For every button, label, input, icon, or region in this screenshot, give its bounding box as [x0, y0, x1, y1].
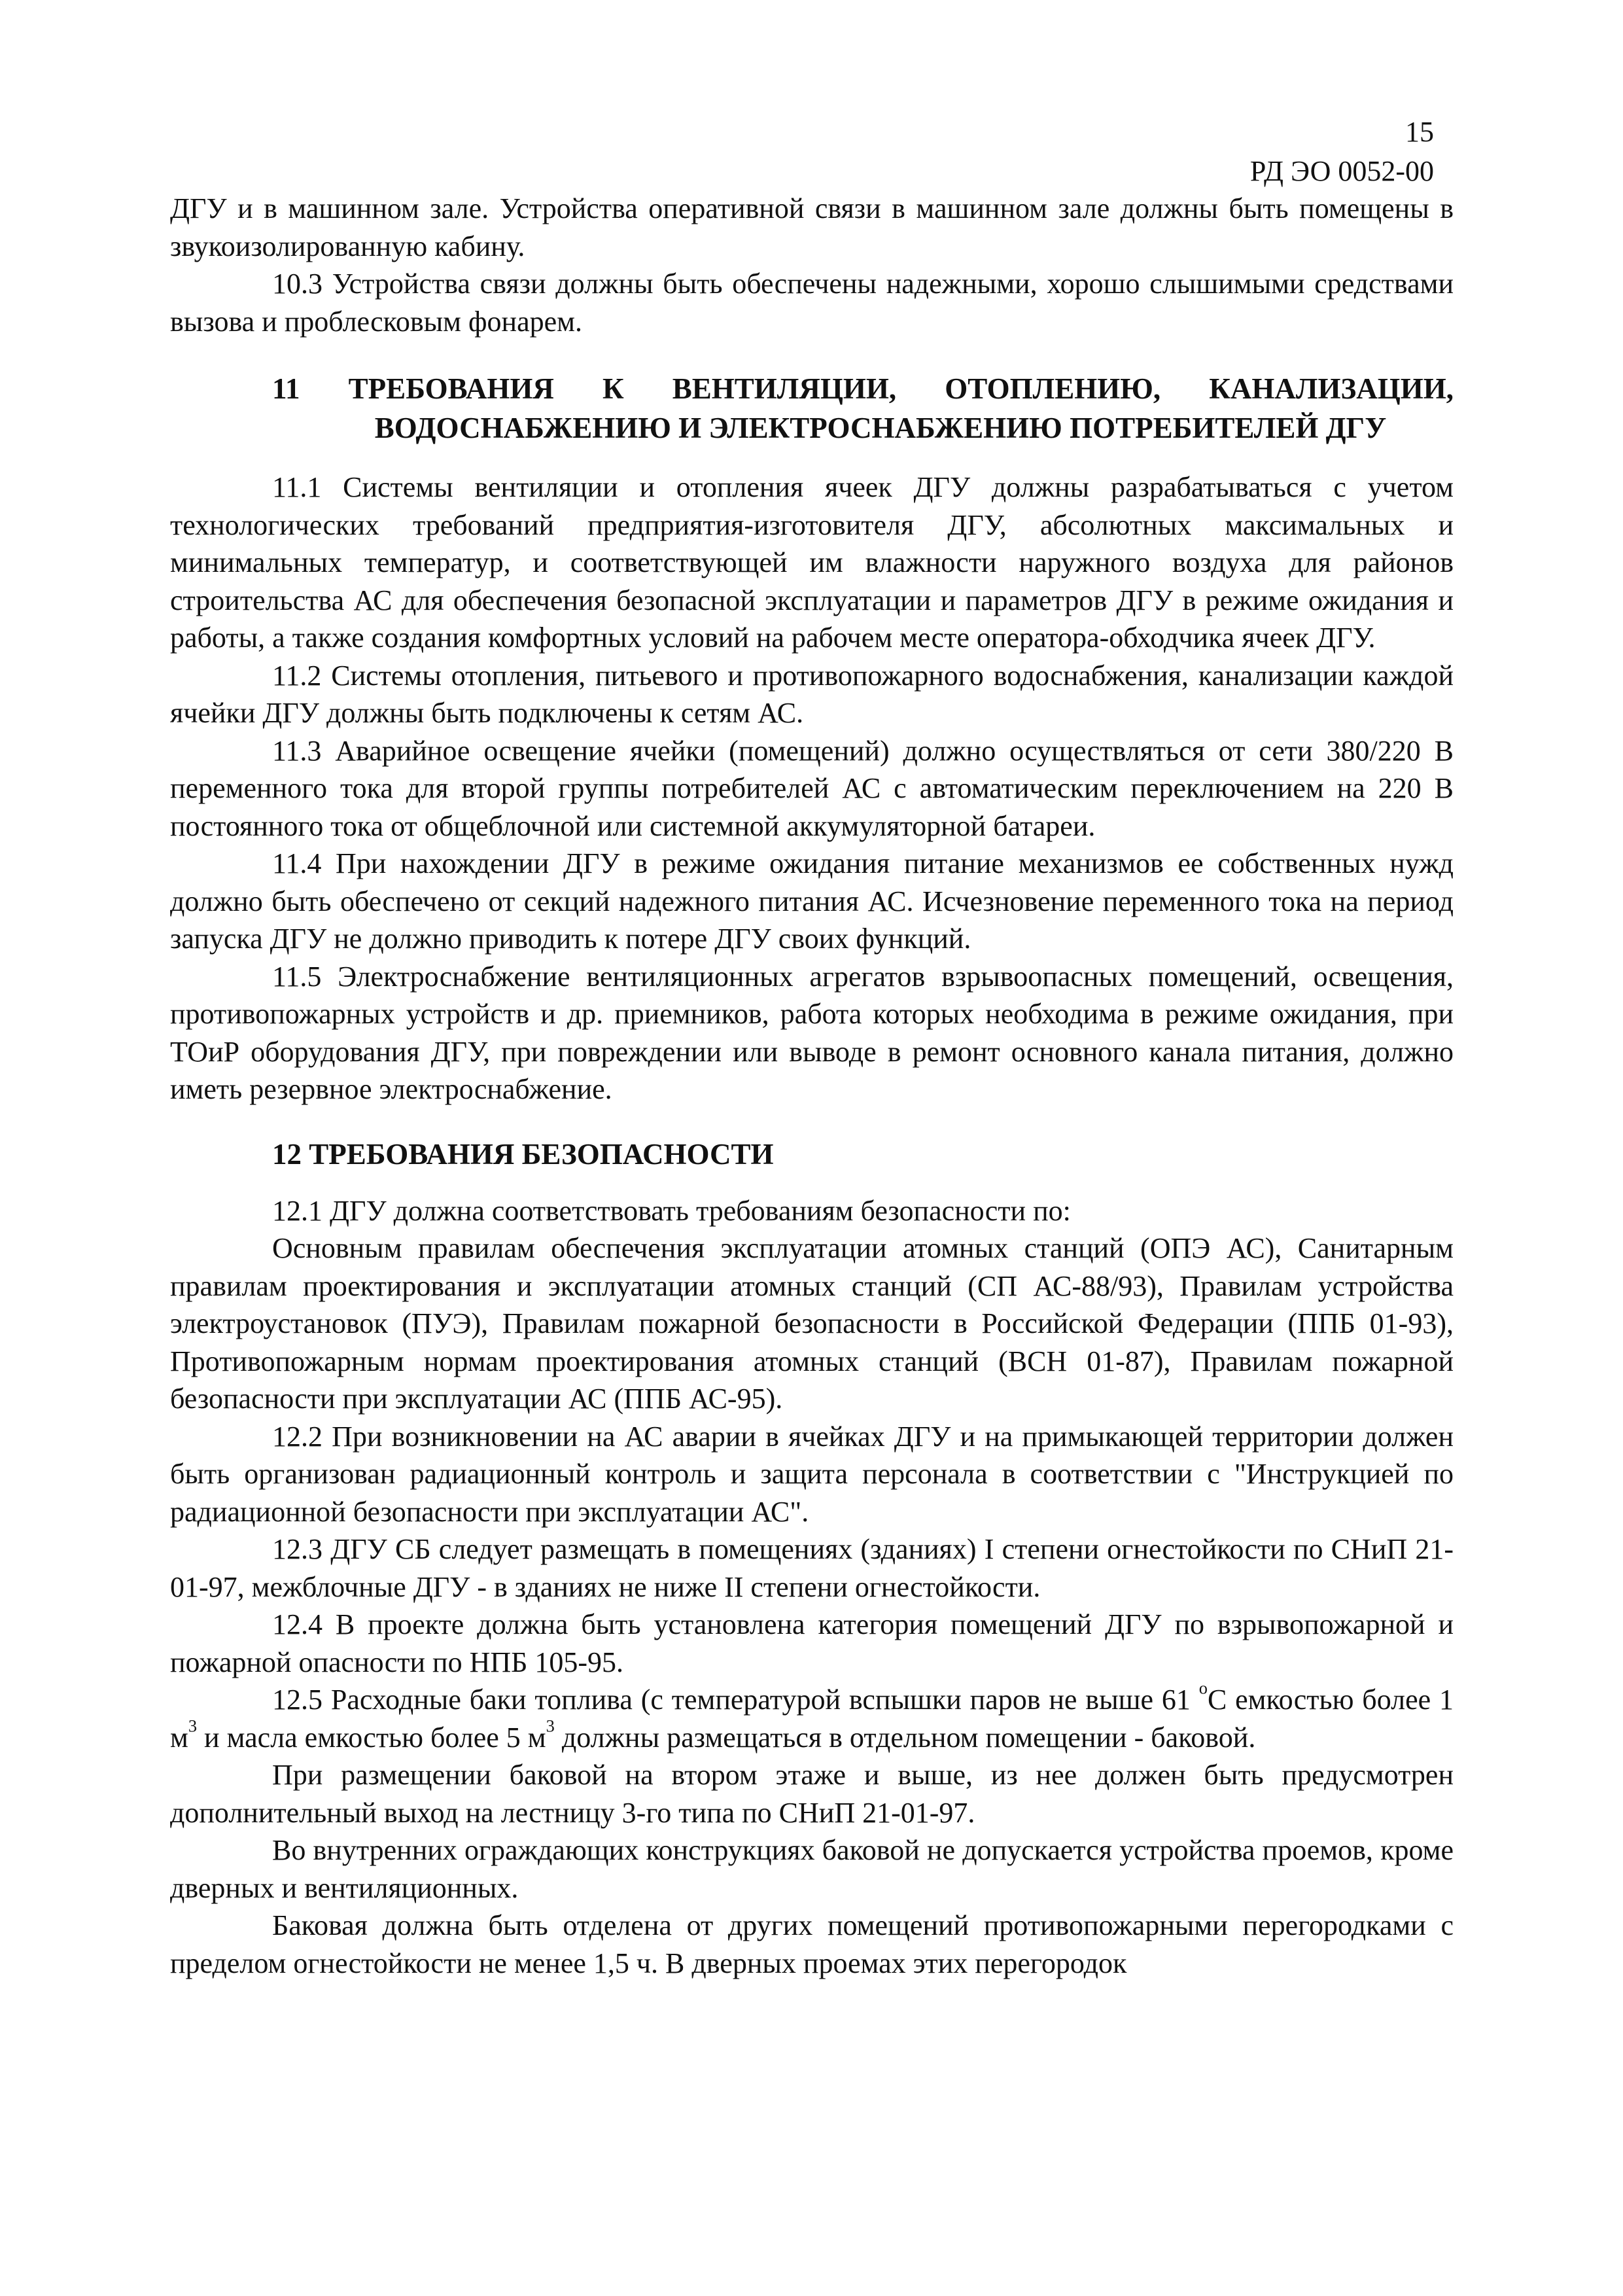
text-run: 12.5 Расходные баки топлива (с температурой вспышки паров не выше 61: [272, 1684, 1199, 1716]
text-run: и масла емкостью более 5 м: [197, 1721, 546, 1754]
paragraph-11-3: 11.3 Аварийное освещение ячейки (помещений) должно осуществляться от сети 380/220 В переменного тока для второй группы потребителей АС с автоматическим переключением на 220 В постоянного тока от общеблочной или системной аккумуляторной батареи.: [170, 734, 1454, 842]
text-run: должны размещаться в отдельном помещении - баковой.: [554, 1721, 1256, 1754]
section-11-word: ОТОПЛЕНИЮ,: [945, 372, 1161, 405]
paragraph-11-5: 11.5 Электроснабжение вентиляционных агрегатов взрывоопасных помещений, освещения, противопожарных устройств и др. приемников, работа которых необходима в режиме ожидания, при ТОиР оборудования ДГУ, при повреждении или выводе в ремонт основного канала питания, должно иметь резервное электроснабжение.: [170, 960, 1454, 1105]
section-11-word: КАНАЛИЗАЦИИ,: [1209, 372, 1454, 405]
paragraph-12-1-list: Основным правилам обеспечения эксплуатации атомных станций (ОПЭ АС), Санитарным правилам проектирования и эксплуатации атомных станций (СП АС-88/93), Правилам устройства электроустановок (ПУЭ), Правилам пожарной безопасности в Российской Федерации (ППБ 01-93), Противопожарным нормам проектирования атомных станций (ВСН 01-87), Правилам пожарной безопасности при эксплуатации АС (ППБ АС-95).: [170, 1232, 1454, 1415]
section-12-heading: 12 ТРЕБОВАНИЯ БЕЗОПАСНОСТИ: [272, 1137, 774, 1171]
text-run: С емкостью более 1 м: [170, 1684, 1454, 1754]
cubic-superscript: 3: [546, 1715, 555, 1735]
section-11-heading-line-2: ВОДОСНАБЖЕНИЮ И ЭЛЕКТРОСНАБЖЕНИЮ ПОТРЕБИТЕЛЕЙ ДГУ: [374, 412, 1387, 444]
section-11-word: ВЕНТИЛЯЦИИ,: [672, 372, 897, 405]
paragraph-12-5: [170, 1678, 1454, 1756]
paragraph-12-4: 12.4 В проекте должна быть установлена категория помещений ДГУ по взрывопожарной и пожарной опасности по НПБ 105-95.: [170, 1608, 1454, 1678]
paragraph-12-5-openings: Во внутренних ограждающих конструкциях баковой не допускается устройства проемов, кроме дверных и вентиляционных.: [170, 1834, 1454, 1904]
paragraph-12-1: 12.1 ДГУ должна соответствовать требованиям безопасности по:: [272, 1194, 1071, 1227]
section-11-word: К: [602, 372, 624, 405]
paragraph-12-2: 12.2 При возникновении на АС аварии в ячейках ДГУ и на примыкающей территории должен быть организован радиационный контроль и защита персонала в соответствии с "Инструкцией по радиационной безопасности при эксплуатации АС".: [170, 1420, 1454, 1528]
paragraph-11-1: 11.1 Системы вентиляции и отопления ячеек ДГУ должны разрабатываться с учетом технологических требований предприятия-изготовителя ДГУ, абсолютных максимальных и минимальных температур, и соответствующей им влажности наружного воздуха для районов строительства АС для обеспечения безопасной эксплуатации и параметров ДГУ в режиме ожидания и работы, а также создания комфортных условий на рабочем месте оператора-обходчика ячеек ДГУ.: [170, 471, 1454, 654]
paragraph-12-3: 12.3 ДГУ СБ следует размещать в помещениях (зданиях) I степени огнестойкости по СНиП 21-01-97, межблочные ДГУ - в зданиях не ниже II степени огнестойкости.: [170, 1533, 1454, 1603]
paragraph-continuation: ДГУ и в машинном зале. Устройства оперативной связи в машинном зале должны быть помещены в звукоизолированную кабину.: [170, 192, 1454, 262]
paragraph-12-5-second-floor: При размещении баковой на втором этаже и выше, из нее должен быть предусмотрен дополнительный выход на лестницу 3-го типа по СНиП 21-01-97.: [170, 1759, 1454, 1829]
section-11-number: 11: [272, 372, 300, 405]
document-code: РД ЭО 0052-00: [1249, 155, 1434, 187]
cubic-superscript: 3: [188, 1715, 198, 1735]
paragraph-12-5-partitions: Баковая должна быть отделена от других помещений противопожарными перегородками с пределом огнестойкости не менее 1,5 ч. В дверных проемах этих перегородок: [170, 1909, 1454, 1979]
paragraph-11-4: 11.4 При нахождении ДГУ в режиме ожидания питание механизмов ее собственных нужд должно быть обеспечено от секций надежного питания АС. Исчезновение переменного тока на период запуска ДГУ не должно приводить к потере ДГУ своих функций.: [170, 847, 1454, 955]
paragraph-11-2: 11.2 Системы отопления, питьевого и противопожарного водоснабжения, канализации каждой ячейки ДГУ должны быть подключены к сетям АС.: [170, 659, 1454, 729]
page-number: 15: [1405, 116, 1434, 148]
section-11-word: ТРЕБОВАНИЯ: [348, 372, 554, 405]
degree-superscript: о: [1198, 1678, 1208, 1698]
document-body: [170, 190, 1454, 1982]
section-11-heading: [170, 369, 1454, 448]
paragraph-10-3: 10.3 Устройства связи должны быть обеспечены надежными, хорошо слышимыми средствами вызова и проблесковым фонарем.: [170, 268, 1454, 338]
